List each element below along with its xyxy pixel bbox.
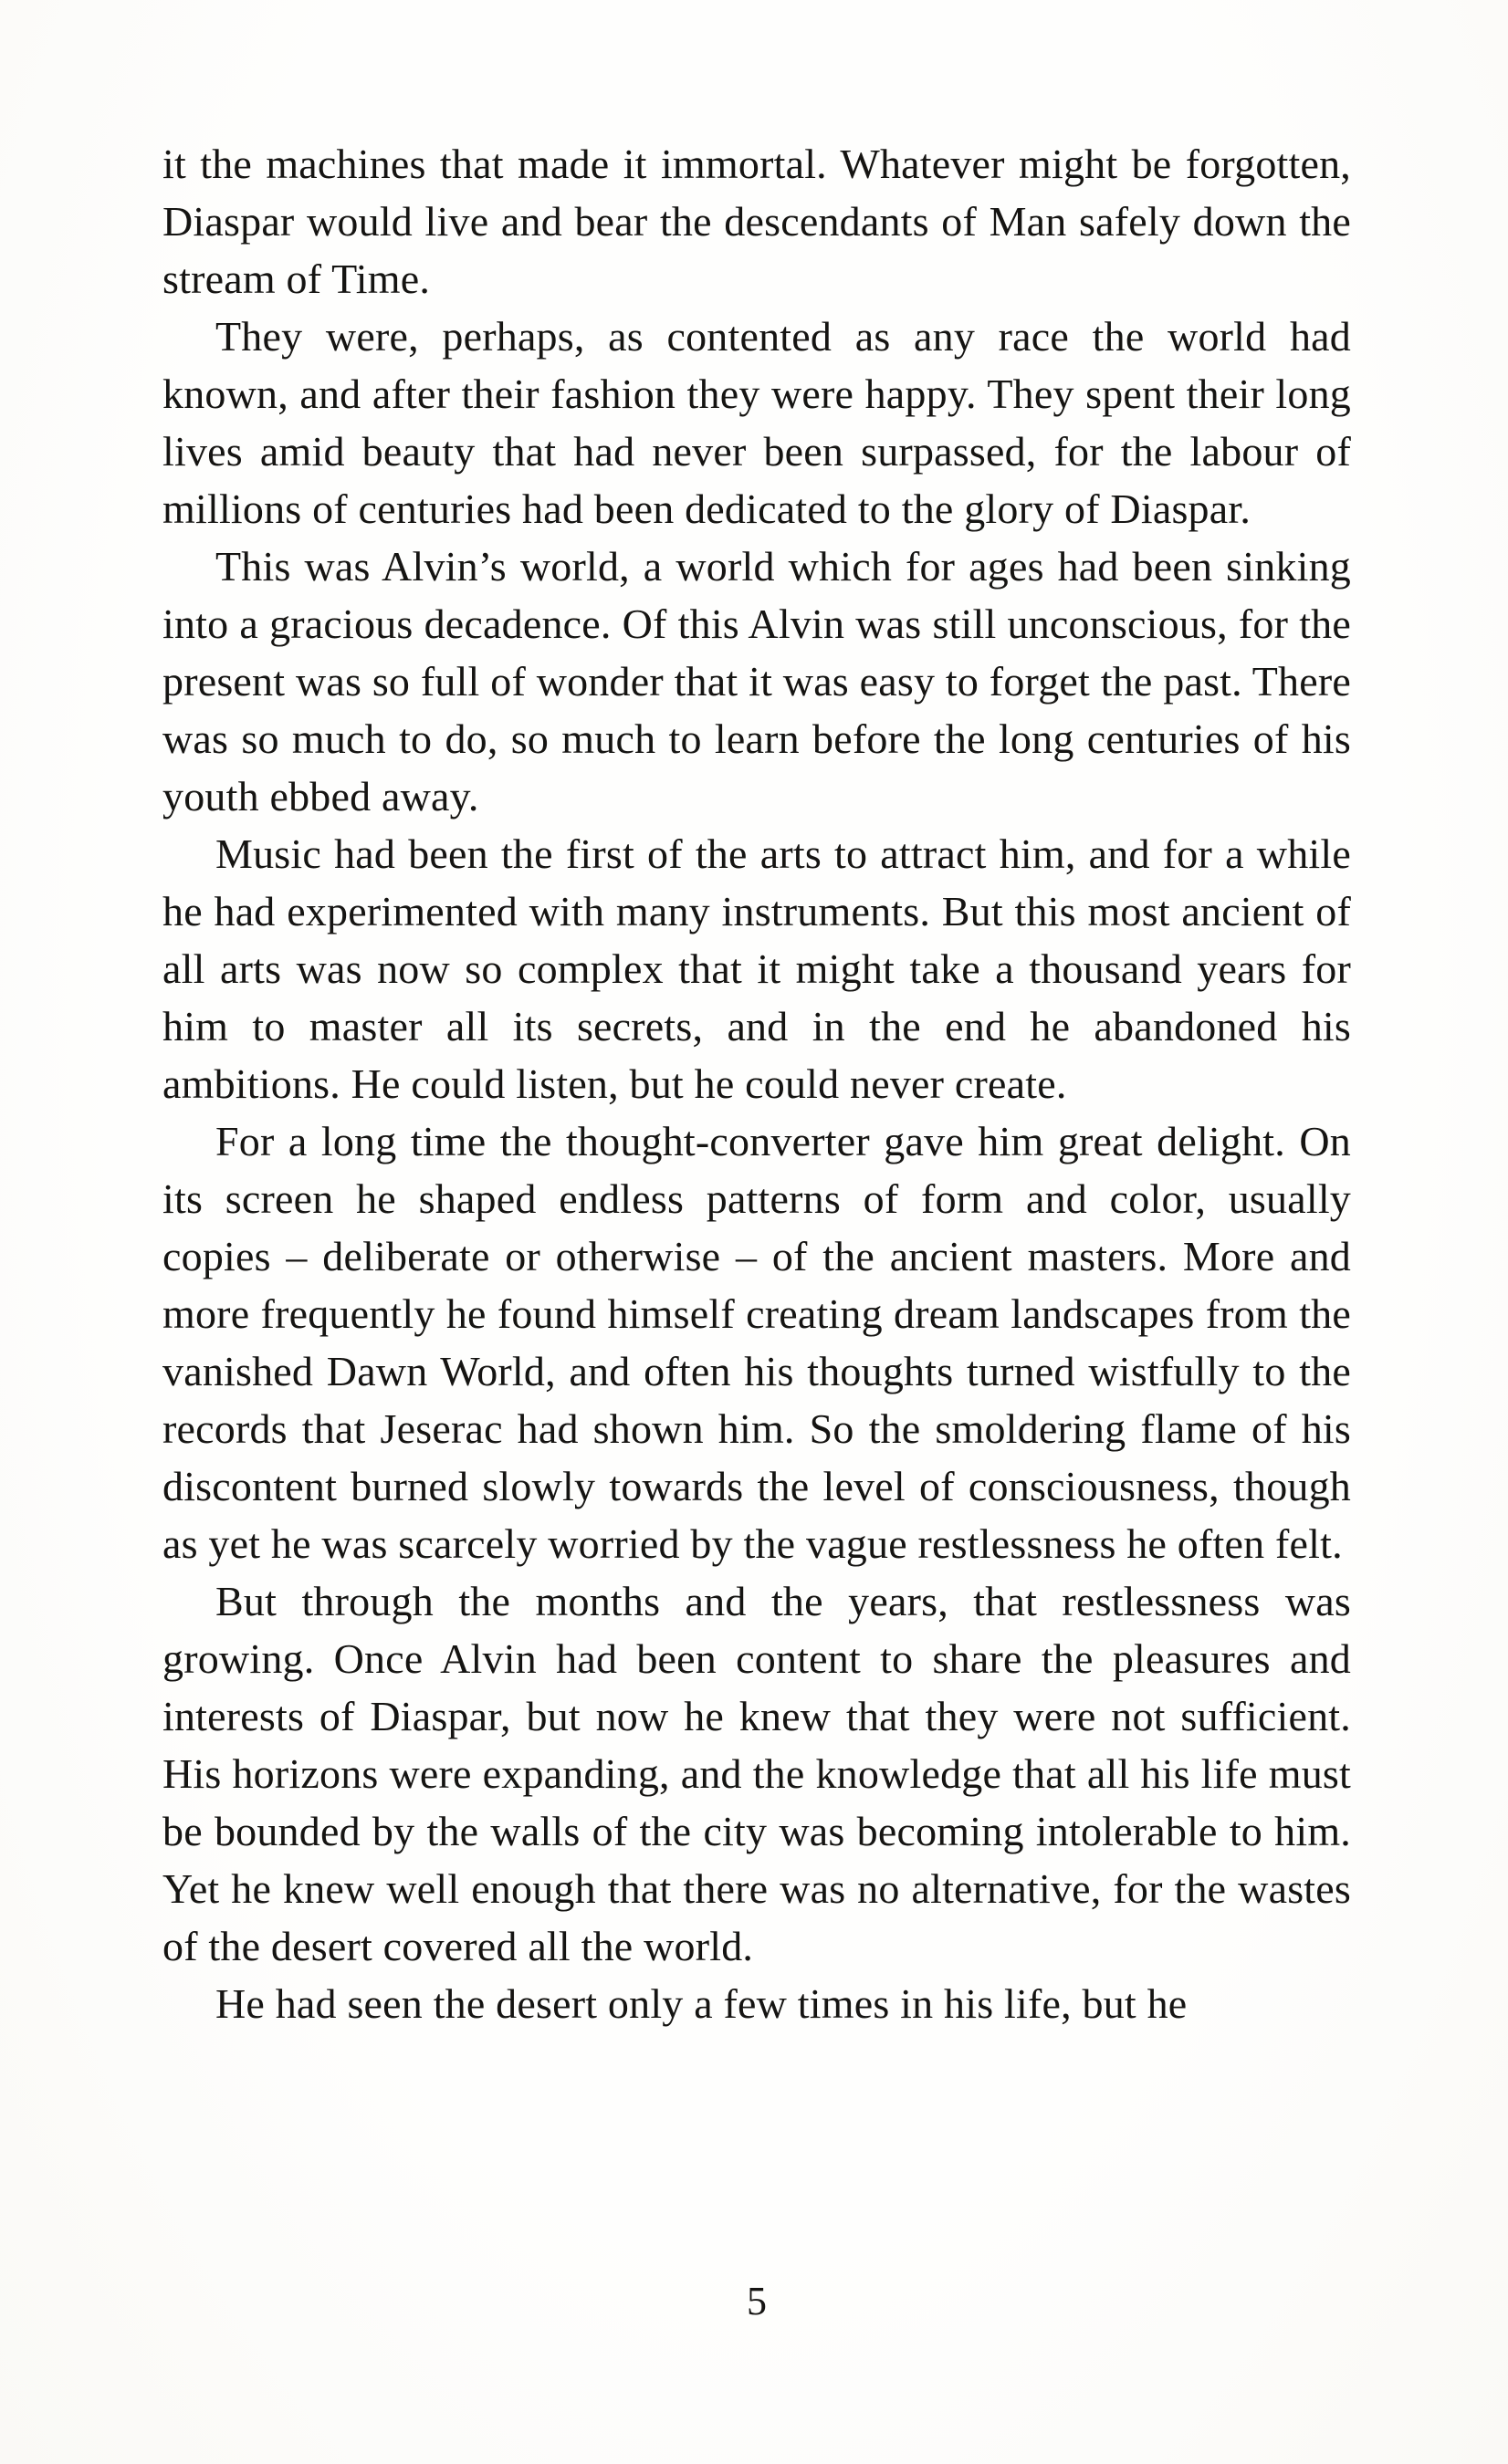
page-number: 5 <box>747 2279 767 2323</box>
paragraph: They were, perhaps, as contented as any race the world had known, and after their fashion they were happy. They spent their long lives amid beauty that had never been surpassed, for the labour of millions of centuries had been dedicated to the glory of Diaspar. <box>162 313 1351 532</box>
paragraph: For a long time the thought-converter gave him great delight. On its screen he shaped endless patterns of form and color, usually copies – deliberate or otherwise – of the ancient masters. More and more frequently he found himself creating dream landscapes from the vanished Dawn World, and often his thoughts turned wistfully to the records that Jeserac had shown him. So the smoldering flame of his discontent burned slowly towards the level of consciousness, though as yet he was scarcely worried by the vague restlessness he often felt. <box>162 1118 1351 1567</box>
body-text <box>162 135 1351 2032</box>
paragraph: This was Alvin’s world, a world which for ages had been sinking into a gracious decadence. Of this Alvin was still unconscious, for the present was so full of wonder that it was easy to forget the past. There was so much to do, so much to learn before the long centuries of his youth ebbed away. <box>162 543 1351 820</box>
paragraph: Music had been the first of the arts to attract him, and for a while he had experimented with many instruments. But this most ancient of all arts was now so complex that it might take a thousand years for him to master all its secrets, and in the end he abandoned his ambitions. He could listen, but he could never create. <box>162 830 1351 1107</box>
paragraph: But through the months and the years, that restlessness was growing. Once Alvin had been content to share the pleasures and interests of Diaspar, but now he knew that they were not sufficient. His horizons were expanding, and the knowledge that all his life must be bounded by the walls of the city was becoming intolerable to him. Yet he knew well enough that there was no alternative, for the wastes of the desert covered all the world. <box>162 1578 1351 1969</box>
paragraph: it the machines that made it immortal. Whatever might be forgotten, Diaspar would live and bear the descendants of Man safely down the stream of Time. <box>162 141 1351 302</box>
paragraph: He had seen the desert only a few times in his life, but he <box>215 1980 1188 2027</box>
